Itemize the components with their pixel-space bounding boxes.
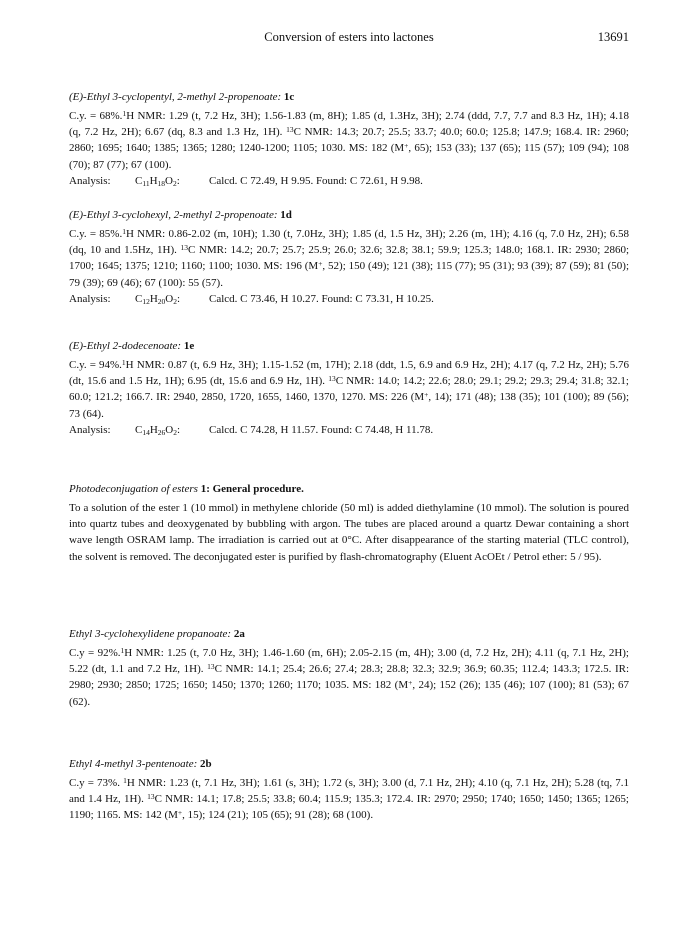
compound-heading: (E)-Ethyl 2-dodecenoate: 1e	[69, 340, 195, 352]
running-header	[69, 30, 629, 48]
compound-heading: Ethyl 3-cyclohexylidene propanoate: 2a	[69, 628, 245, 640]
compound-heading: (E)-Ethyl 3-cyclopentyl, 2-methyl 2-propenoate: 1c	[69, 91, 295, 103]
compound-heading: (E)-Ethyl 3-cyclohexyl, 2-methyl 2-propenoate: 1d	[69, 209, 292, 221]
procedure-heading: Photodeconjugation of esters 1: General procedure.	[69, 483, 304, 495]
elemental-analysis: Analysis: $C_{14}H_{26}O_2$: Calcd. C 74.28, H 11.57. Found: C 74.48, H 11.78.	[69, 423, 434, 437]
compound-entry-2a	[69, 627, 629, 710]
running-title: Conversion of esters into lactones	[264, 30, 434, 44]
elemental-analysis: Analysis: $C_{11}H_{18}O_2$: Calcd. C 72.49, H 9.95. Found: C 72.61, H 9.98.	[69, 174, 423, 188]
compound-entry-1d	[69, 208, 629, 307]
spectral-data: C.y. = 85%.$^1$H NMR: 0.86-2.02 (m, 10H); 1.30 (t, 7.0Hz, 3H); 1.85 (d, 1.5 Hz, 3H); 2.26 (m, 1H); 4.16 (q, 7.0 Hz, 2H); 6.58 (dq, 10 and 1.5Hz, 1H). $^{13}$C NMR: 14.2; 20.7; 25.7; 25.9; 26.0; 32.6; 32.8; 38.1; 59.9; 125.3; 148.0; 168.1. IR: 2930; 2860; 1700; 1645; 1375; 1210; 1160; 1100; 1030. MS: 196 (M+, 52); 150 (49); 121 (38); 115 (77); 95 (31); 93 (39); 87 (59); 81 (50); 79 (39); 69 (46); 67 (100): 55 (57).	[69, 227, 629, 289]
compound-entry-1c	[69, 90, 629, 189]
page-number: 13691	[597, 30, 629, 44]
spectral-data: C.y. = 68%.$^1$H NMR: 1.29 (t, 7.2 Hz, 3H); 1.56-1.83 (m, 8H); 1.85 (d, 1.3Hz, 3H); 2.74 (ddd, 7.7, 7.7 and 8.3 Hz, 1H); 4.18 (q, 7.2 Hz, 2H); 6.67 (dq, 8.3 and 1.3 Hz, 1H). $^{13}$C NMR: 14.3; 20.7; 25.5; 33.7; 40.0; 60.0; 125.8; 147.9; 168.4. IR: 2960; 2860; 1695; 1640; 1385; 1365; 1280; 1240-1200; 1105; 1030. MS: 182 (M+, 65); 153 (33); 137 (65); 115 (57); 109 (94); 108 (70); 87 (77); 67 (100).	[69, 109, 629, 171]
compound-entry-2b	[69, 757, 629, 824]
compound-entry-1e	[69, 339, 629, 438]
procedure-text: To a solution of the ester 1 (10 mmol) in methylene chloride (50 ml) is added diethylamine (10 mmol). The solution is poured into quartz tubes and deoxygenated by bubbling with argon. The tubes are placed around a quartz Dewar containing a short wave length OSRAM lamp. The irradiation is carried out at 0°C. After disappearance of the starting material (TLC control), the solvent is removed. The deconjugated ester is purified by flash-chromatography (Eluent AcOEt / Petrol ether: 5 / 95).	[69, 502, 629, 563]
elemental-analysis: Analysis: $C_{12}H_{20}O_2$: Calcd. C 73.46, H 10.27. Found: C 73.31, H 10.25.	[69, 292, 434, 306]
general-procedure	[69, 482, 629, 565]
spectral-data: C.y. = 94%.$^1$H NMR: 0.87 (t, 6.9 Hz, 3H); 1.15-1.52 (m, 17H); 2.18 (ddt, 1.5, 6.9 and 6.9 Hz, 2H); 4.17 (q, 7.2 Hz, 2H); 5.76 (dt, 15.6 and 1.5 Hz, 1H); 6.95 (dt, 15.6 and 6.9 Hz, 1H). $^{13}$C NMR: 14.0; 14.2; 22.6; 28.0; 29.1; 29.2; 29.3; 29.4; 31.8; 32.1; 60.0; 121.2; 166.7. IR: 2940, 2850, 1720, 1655, 1460, 1370, 1270. MS: 226 (M+, 14); 171 (48); 138 (35); 101 (100); 89 (56); 73 (64).	[69, 358, 630, 420]
compound-heading: Ethyl 4-methyl 3-pentenoate: 2b	[69, 758, 212, 770]
spectral-data: C.y = 92%.$^1$H NMR: 1.25 (t, 7.0 Hz, 3H); 1.46-1.60 (m, 6H); 2.05-2.15 (m, 4H); 3.00 (d, 7.2 Hz, 2H); 4.11 (q, 7.1 Hz, 2H); 5.22 (dt, 1.1 and 7.2 Hz, 1H). $^{13}$C NMR: 14.1; 25.4; 26.6; 27.4; 28.3; 28.8; 32.3; 32.9; 36.9; 60.35; 112.4; 143.3; 172.5. IR: 2980; 2930; 2850; 1725; 1650; 1450; 1370; 1260; 1170; 1035. MS: 182 (M+, 24); 152 (26); 135 (46); 107 (100); 81 (53); 67 (62).	[69, 646, 630, 708]
spectral-data: C.y = 73%. $^1$H NMR: 1.23 (t, 7.1 Hz, 3H); 1.61 (s, 3H); 1.72 (s, 3H); 3.00 (d, 7.1 Hz, 2H); 4.10 (q, 7.1 Hz, 2H); 5.28 (tq, 7.1 and 1.4 Hz, 1H). $^{13}$C NMR: 14.1; 17.8; 25.5; 33.8; 60.4; 115.9; 135.3; 172.4. IR: 2970; 2950; 1740; 1650; 1450; 1365; 1265; 1190; 1165. MS: 142 (M+, 15); 124 (21); 105 (65); 91 (28); 68 (100).	[69, 776, 629, 822]
